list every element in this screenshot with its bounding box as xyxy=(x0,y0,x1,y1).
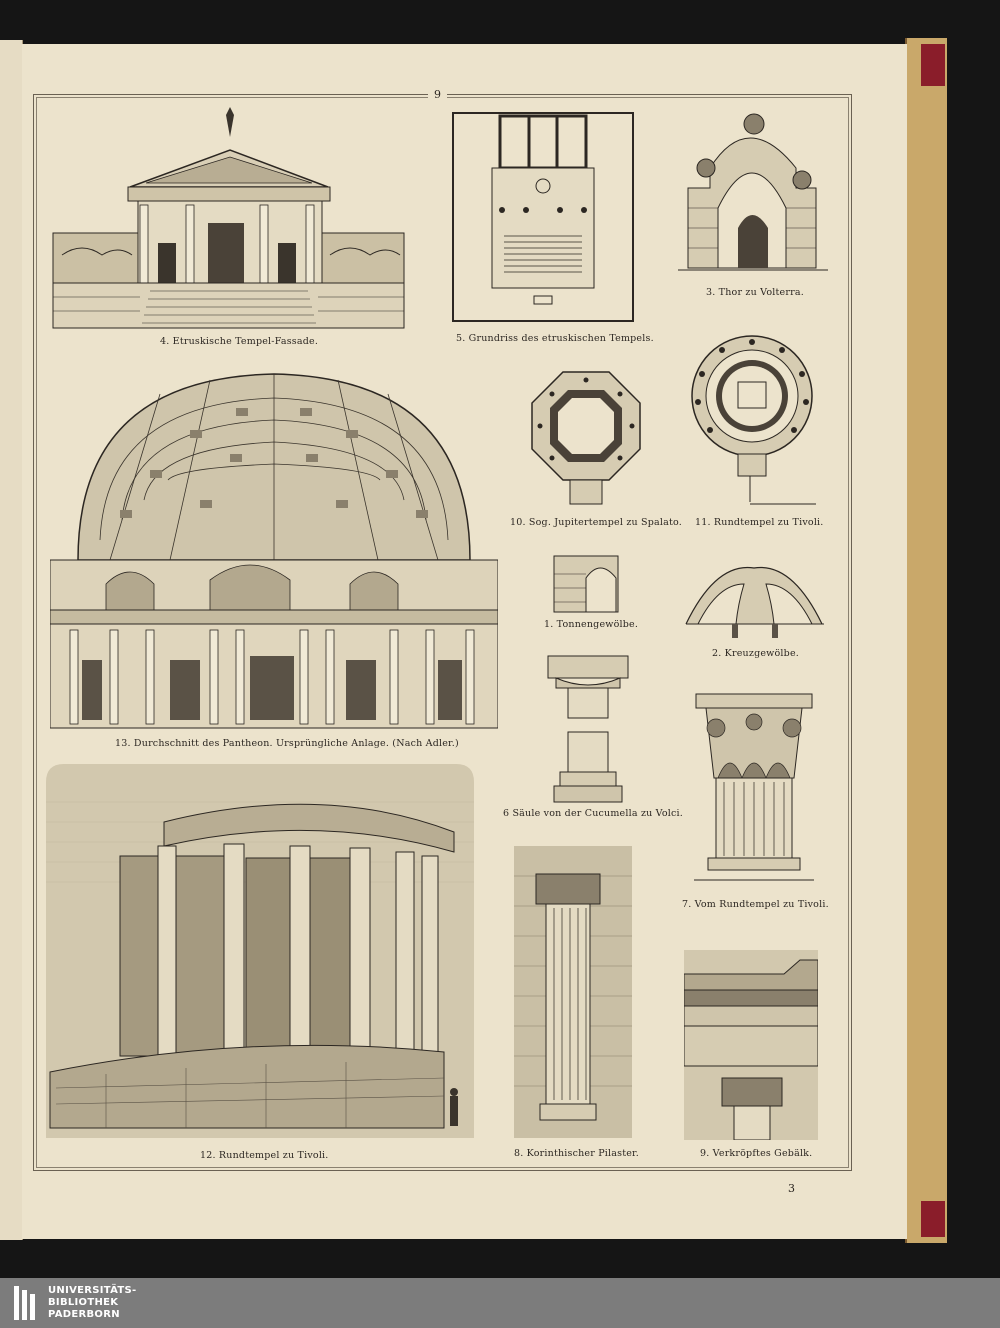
library-logo-text xyxy=(48,1285,137,1321)
caption-fig7: 7. Vom Rundtempel zu Tivoli. xyxy=(682,899,829,910)
caption-fig13: 13. Durchschnitt des Pantheon. Ursprüngliche Anlage. (Nach Adler.) xyxy=(115,738,459,749)
page-number-top: 9 xyxy=(428,88,447,101)
caption-fig12: 12. Rundtempel zu Tivoli. xyxy=(200,1150,329,1161)
figure-column-cucumella xyxy=(546,654,630,806)
caption-fig1: 1. Tonnengewölbe. xyxy=(544,619,639,630)
caption-fig3: 3. Thor zu Volterra. xyxy=(706,287,804,298)
figure-entablature xyxy=(684,950,818,1140)
cover-corner-top xyxy=(921,44,945,86)
book-cover-edge xyxy=(905,38,947,1243)
caption-fig5: 5. Grundriss des etruskischen Tempels. xyxy=(456,333,654,344)
figure-pantheon-section xyxy=(50,360,498,732)
caption-fig9: 9. Verkröpftes Gebälk. xyxy=(700,1148,813,1159)
logo-line-3: PADERBORN xyxy=(48,1309,120,1320)
figure-etruscan-temple-plan xyxy=(452,112,634,324)
figure-round-temple-tivoli xyxy=(46,762,474,1142)
figure-gate-volterra xyxy=(678,108,828,278)
figure-corinthian-pilaster xyxy=(514,846,632,1138)
figure-octagon-plan xyxy=(530,370,642,508)
library-logo-icon xyxy=(14,1286,42,1320)
figure-etruscan-temple-facade xyxy=(50,105,408,331)
caption-fig8: 8. Korinthischer Pilaster. xyxy=(514,1148,639,1159)
figure-groin-vault xyxy=(684,564,826,640)
figure-corinthian-capital xyxy=(694,692,818,888)
figure-barrel-vault xyxy=(552,554,620,614)
logo-line-1: UNIVERSITÄTS- xyxy=(48,1285,137,1296)
left-page-edge xyxy=(0,40,23,1240)
caption-fig11: 11. Rundtempel zu Tivoli. xyxy=(695,517,824,528)
page-number-bottom: 3 xyxy=(782,1182,801,1195)
caption-fig10: 10. Sog. Jupitertempel zu Spalato. xyxy=(510,517,683,528)
caption-fig6: 6 Säule von der Cucumella zu Volci. xyxy=(503,808,684,819)
figure-round-temple-plan xyxy=(690,332,820,514)
caption-fig2: 2. Kreuzgewölbe. xyxy=(712,648,799,659)
logo-line-2: BIBLIOTHEK xyxy=(48,1297,119,1308)
caption-fig4: 4. Etruskische Tempel-Fassade. xyxy=(160,336,319,347)
cover-corner-bottom xyxy=(921,1201,945,1237)
library-footer-bar xyxy=(0,1278,1000,1328)
